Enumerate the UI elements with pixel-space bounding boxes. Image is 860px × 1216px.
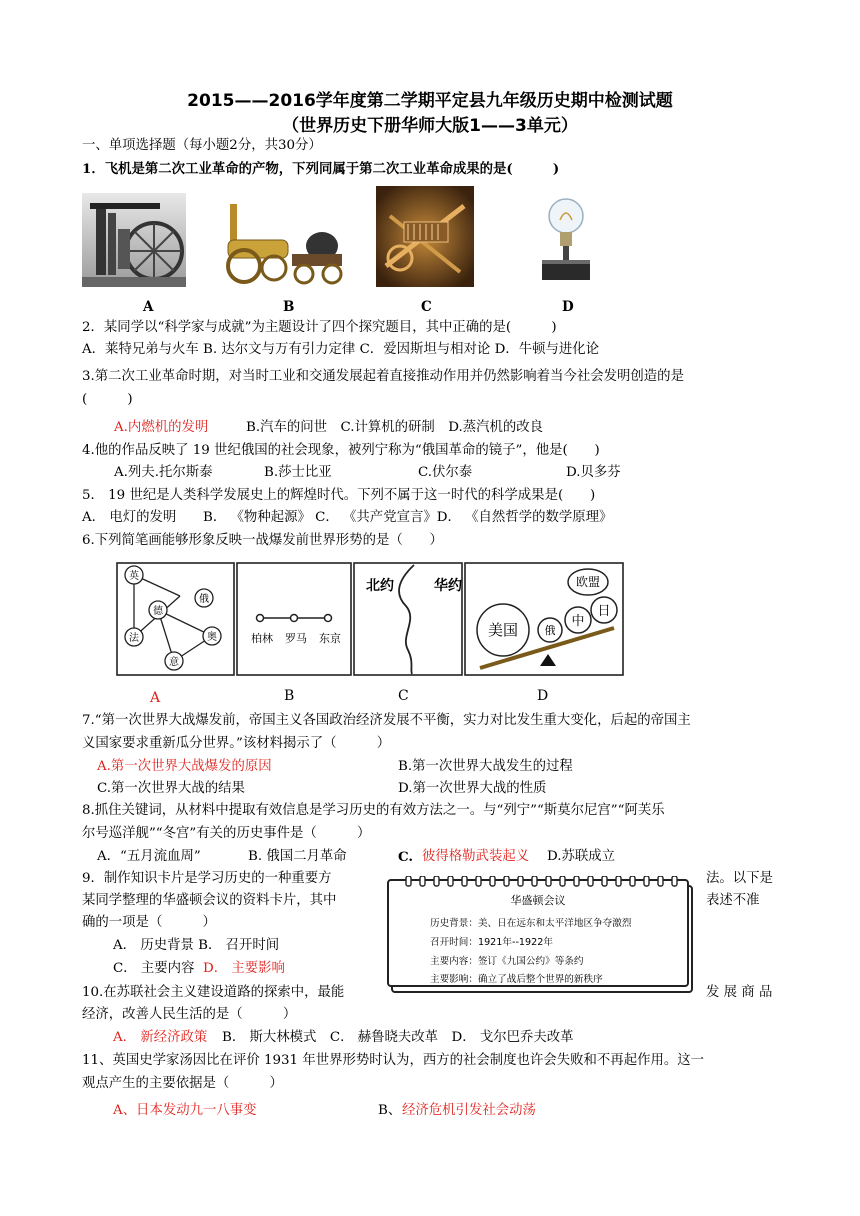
q6-sketch-panels — [116, 562, 624, 676]
q4-option-b: B.莎士比亚 — [264, 465, 332, 480]
q8-option-c-prefix: C. — [398, 849, 414, 865]
q4-option-c: C.伏尔泰 — [418, 465, 473, 480]
q4-option-d: D.贝多芬 — [566, 465, 621, 480]
q7-stem: 7.“第一次世界大战爆发前，帝国主义各国政治经济发展不平衡，实力对比发生重大变化，后起的帝国主 — [82, 713, 691, 728]
panel-a-austria: 奥 — [207, 632, 217, 643]
q3-stem-cont: ( ) — [82, 392, 133, 407]
panel-a-italy: 意 — [169, 657, 179, 668]
panel-b-berlin: 柏林 — [251, 632, 273, 645]
q9-stem-left2: 某同学整理的华盛顿会议的资料卡片，其中 — [82, 893, 337, 908]
exam-subtitle: （世界历史下册华师大版1——3单元） — [282, 116, 578, 136]
q4-option-a: A.列夫.托尔斯泰 — [114, 465, 213, 480]
q8-option-b: B. 俄国二月革命 — [248, 849, 347, 864]
q6-label-d: D — [537, 688, 549, 704]
q10-options-rest: B． 斯大林模式 C． 赫鲁晓夫改革 D． 戈尔巴乔夫改革 — [222, 1030, 574, 1045]
q6-stem: 6.下列简笔画能够形象反映一战爆发前世界形势的是（ ） — [82, 533, 443, 548]
q9-options-ab: A． 历史背景 B． 召开时间 — [113, 938, 280, 953]
q3-options-rest: B.汽车的问世 C.计算机的研制 D.蒸汽机的改良 — [246, 420, 544, 435]
q2-options: A．莱特兄弟与火车 B. 达尔文与万有引力定律 C．爱因斯坦与相对论 D．牛顿与进化论 — [82, 342, 600, 357]
washington-conference-card — [384, 876, 702, 996]
section-heading: 一、单项选择题（每小题2分，共30分） — [82, 138, 322, 153]
q10-stem-right1: 发 展 商 品 — [706, 985, 773, 1000]
q1-label-a: A — [143, 299, 154, 315]
panel-d-japan: 日 — [597, 604, 611, 619]
light-bulb-image — [538, 188, 594, 286]
card-row-content: 主要内容：签订《九国公约》等条约 — [430, 956, 584, 967]
panel-a-russia: 俄 — [199, 594, 209, 605]
q1-stem: 1．飞机是第二次工业革命的产物，下列同属于第二次工业革命成果的是( ) — [82, 161, 560, 177]
q10-stem-left1: 10.在苏联社会主义建设道路的探索中，最能 — [82, 985, 345, 1000]
q9-option-c: C． 主要内容 — [113, 961, 195, 976]
q6-label-a: A — [150, 690, 161, 706]
panel-c-nato: 北约 — [366, 578, 394, 594]
q10-answer-a: A． 新经济政策 — [113, 1030, 208, 1045]
q11-answer-b: 经济危机引发社会动荡 — [402, 1103, 536, 1118]
panel-c-warsaw: 华约 — [434, 578, 462, 594]
panel-a-germany: 德 — [153, 606, 163, 617]
card-row-time: 召开时间：1921年--1922年 — [430, 937, 553, 948]
q9-stem-right2: 表述不准 — [706, 893, 760, 908]
q10-stem-left2: 经济，改善人民生活的是（ ） — [82, 1007, 297, 1022]
panel-d-usa: 美国 — [487, 621, 519, 639]
q8-stem: 8.抓住关键词，从材料中提取有效信息是学习历史的有效方法之一。与“列宁”“斯莫尔尼宫”“阿芙乐 — [82, 803, 665, 818]
q11-option-b-prefix: B、 — [378, 1103, 402, 1118]
panel-a-britain: 英 — [129, 571, 139, 582]
q8-option-a: A．“五月流血周” — [97, 849, 201, 864]
q8-stem-cont: 尔号巡洋舰”“冬宫”有关的历史事件是（ ） — [82, 826, 371, 841]
locomotive-image — [222, 200, 348, 288]
card-heading: 华盛顿会议 — [510, 894, 566, 907]
q8-answer-c: 彼得格勒武装起义 — [422, 849, 530, 864]
panel-b-rome: 罗马 — [285, 632, 307, 645]
q11-stem: 11、英国史学家汤因比在评价 1931 年世界形势时认为，西方的社会制度也许会失败和不再起作用。这一 — [82, 1053, 705, 1068]
card-row-background: 历史背景：美、日在远东和太平洋地区争夺激烈 — [430, 918, 632, 929]
q6-label-c: C — [398, 688, 409, 704]
q4-stem: 4.他的作品反映了 19 世纪俄国的社会现象，被列宁称为“俄国革命的镜子”，他是( ) — [82, 443, 600, 458]
q8-option-d: D.苏联成立 — [547, 849, 616, 864]
q2-stem: 2．某同学以“科学家与成就”为主题设计了四个探究题目，其中正确的是( ) — [82, 320, 557, 335]
exam-title: 2015——2016学年度第二学期平定县九年级历史期中检测试题 — [187, 91, 673, 111]
q11-stem-cont: 观点产生的主要依据是（ ） — [82, 1076, 283, 1091]
panel-b-tokyo: 东京 — [319, 632, 341, 645]
q1-label-d: D — [562, 299, 574, 315]
q7-stem-cont: 义国家要求重新瓜分世界。”该材料揭示了（ ） — [82, 736, 391, 751]
q9-stem-left3: 确的一项是（ ） — [82, 915, 216, 930]
q9-stem-left1: 9．制作知识卡片是学习历史的一种重要方 — [82, 871, 332, 886]
q6-label-b: B — [284, 688, 295, 704]
q11-option-a: A、日本发动九一八事变 — [113, 1103, 257, 1118]
card-row-impact: 主要影响：确立了战后整个世界的新秩序 — [430, 974, 603, 985]
q1-label-b: B — [283, 299, 295, 315]
q7-answer-a: A.第一次世界大战爆发的原因 — [97, 759, 272, 774]
panel-a-france: 法 — [129, 633, 139, 644]
q9-stem-right1: 法。以下是 — [706, 871, 773, 886]
steam-engine-image — [82, 193, 186, 287]
q9-answer-d: D． 主要影响 — [203, 961, 285, 976]
q3-answer-a: A.内燃机的发明 — [114, 420, 209, 435]
panel-d-russia: 俄 — [544, 624, 556, 637]
q5-options: A． 电灯的发明 B． 《物种起源》 C． 《共产党宣言》D． 《自然哲学的数学原理》 — [82, 510, 613, 525]
q5-stem: 5． 19 世纪是人类科学发展史上的辉煌时代。下列不属于这一时代的科学成果是( ) — [82, 488, 596, 503]
q1-label-c: C — [421, 299, 432, 315]
q7-option-c: C.第一次世界大战的结果 — [97, 781, 245, 796]
q7-option-d: D.第一次世界大战的性质 — [398, 781, 547, 796]
spinning-machine-image — [376, 186, 474, 287]
panel-d-eu: 欧盟 — [575, 575, 601, 589]
panel-d-china: 中 — [571, 614, 585, 629]
q7-option-b: B.第一次世界大战发生的过程 — [398, 759, 573, 774]
q3-stem: 3.第二次工业革命时期，对当时工业和交通发展起着直接推动作用并仍然影响着当今社会发明创造的是 — [82, 369, 684, 384]
